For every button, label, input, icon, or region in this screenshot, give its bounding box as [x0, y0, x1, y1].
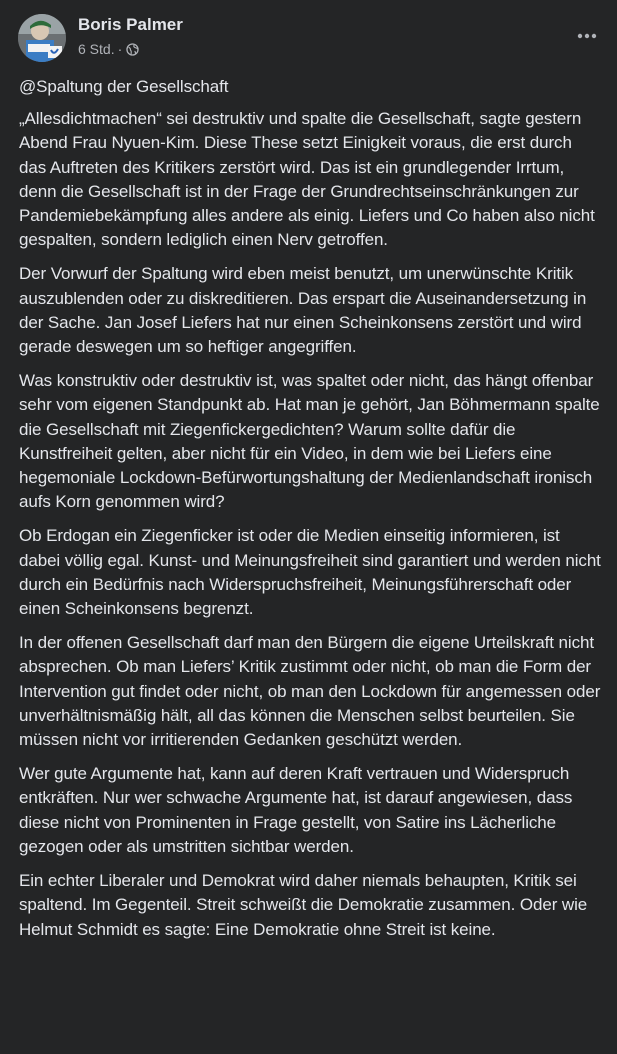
post-timestamp[interactable]: 6 Std.: [78, 41, 115, 57]
post-paragraph-hashtag: @Spaltung der Gesellschaft: [19, 77, 229, 96]
post-meta: [78, 41, 139, 57]
author-avatar[interactable]: [18, 14, 66, 62]
post-paragraph: Wer gute Argumente hat, kann auf deren Kraft vertrauen und Widerspruch entkräften. Nur wer schwache Argumente hat, ist darauf angewiesen, dass diese nicht von Prominenten in Frage gestellt, von Satire ins Lächerliche gezogen oder als umstritten sichtbar werden.: [19, 764, 573, 856]
post-paragraph: Was konstruktiv oder destruktiv ist, was spaltet oder nicht, das hängt offenbar sehr vom eigenen Standpunkt ab. Hat man je gehört, Jan Böhmermann spalte die Gesellschaft mit Ziegenfickergedichten? Warum sollte dafür die Kunstfreiheit gelten, aber nicht für ein Video, in dem wie bei Liefers eine hegemoniale Lockdown-Befürwortungshaltung der Medienlandschaft ironisch aufs Korn genommen wird?: [19, 371, 600, 512]
avatar-image: [18, 14, 66, 62]
globe-icon[interactable]: [126, 43, 139, 56]
post-paragraph: Ein echter Liberaler und Demokrat wird daher niemals behaupten, Kritik sei spaltend. Im Gegenteil. Streit schweißt die Demokratie zusammen. Oder wie Helmut Schmidt es sagte: Eine Demokratie ohne Streit ist keine.: [19, 871, 588, 939]
meta-separator: ·: [117, 41, 123, 57]
author-name[interactable]: Boris Palmer: [78, 15, 183, 34]
post-header: [0, 0, 617, 72]
post-paragraph: „Allesdichtmachen“ sei destruktiv und spalte die Gesellschaft, sagte gestern Abend Frau Nyuen-Kim. Diese These setzt Einigkeit voraus, die erst durch das Auftreten des Kritikers zerstört wird. Das ist ein grundlegender Irrtum, denn die Gesellschaft ist in der Frage der Grundrechtseinschränkungen zur Pandemiebekämpfung alles andere als einig. Liefers und Co haben also nicht gespalten, sondern lediglich einen Nerv getroffen.: [19, 109, 595, 250]
post-body: [0, 72, 617, 942]
post-paragraph: In der offenen Gesellschaft darf man den Bürgern die eigene Urteilskraft nicht absprechen. Ob man Liefers’ Kritik zustimmt oder nicht, ob man die Form der Intervention gut findet oder nicht, ob man den Lockdown für angemessen oder unverhältnismäßig hält, all das können die Menschen selbst beurteilen. Sie müssen nicht vor irritierenden Gedanken geschützt werden.: [19, 633, 601, 750]
more-options-icon: [577, 33, 597, 39]
more-options-button[interactable]: [569, 18, 605, 54]
post-paragraph: Ob Erdogan ein Ziegenficker ist oder die Medien einseitig informieren, ist dabei völlig egal. Kunst- und Meinungsfreiheit sind garantiert und werden nicht durch ein Bedürfnis nach Widerspruchsfreiheit, Meinungsführerschaft oder einen Scheinkonsens begrenzt.: [19, 526, 601, 619]
post-paragraph: Der Vorwurf der Spaltung wird eben meist benutzt, um unerwünschte Kritik auszublenden oder zu diskreditieren. Das erspart die Auseinandersetzung in der Sache. Jan Josef Liefers hat nur einen Scheinkonsens zerstört und wird gerade deswegen um so heftiger angegriffen.: [19, 264, 587, 357]
